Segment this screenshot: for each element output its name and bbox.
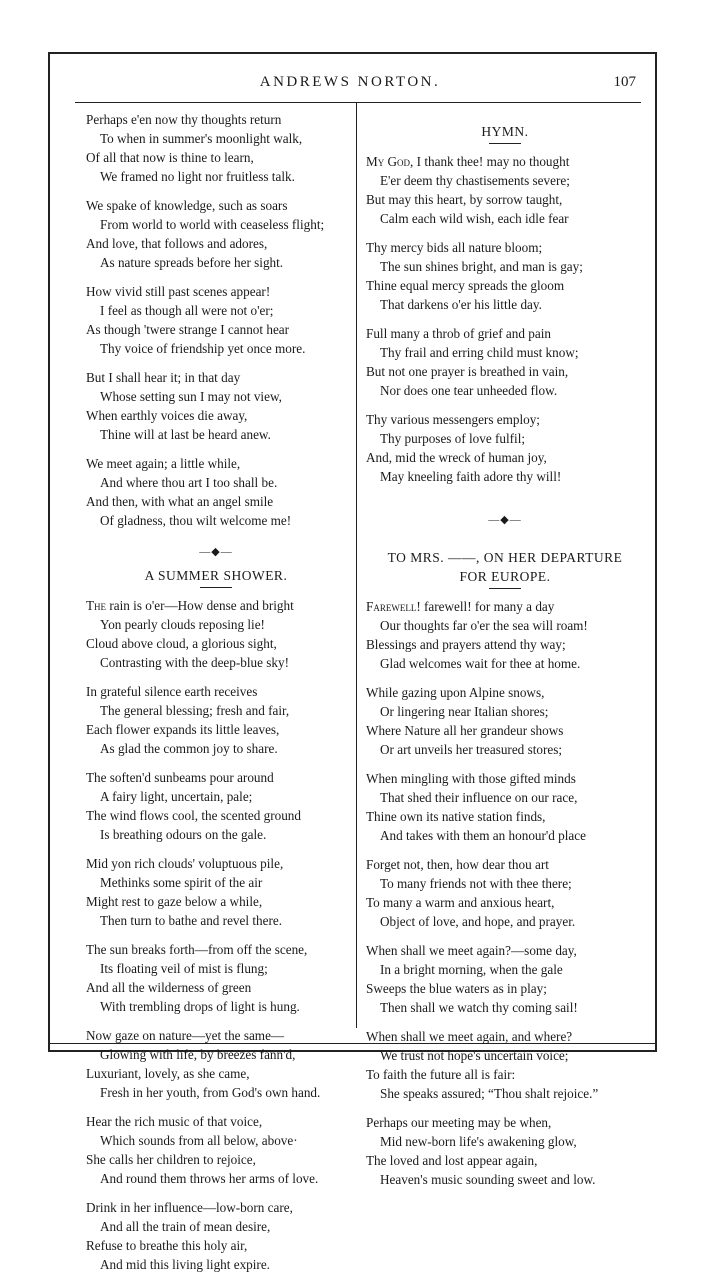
verse-line: Perhaps e'en now thy thoughts return (86, 112, 282, 127)
verse-line: Whose setting sun I may not view, (100, 389, 282, 404)
verse-line: Our thoughts far o'er the sea will roam! (380, 618, 588, 633)
right-column (366, 110, 644, 1189)
verse-line: As glad the common joy to share. (100, 741, 278, 756)
verse-line: Hear the rich music of that voice, (86, 1114, 263, 1129)
verse-line: Thine equal mercy spreads the gloom (366, 278, 565, 293)
verse-line: We framed no light nor fruitless talk. (100, 169, 295, 184)
verse-line: When mingling with those gifted minds (366, 771, 576, 786)
verse-line: And mid this living light expire. (100, 1257, 270, 1272)
stanza (366, 410, 644, 486)
verse-line: I feel as though all were not o'er; (100, 303, 274, 318)
verse-line: Its floating veil of mist is flung; (100, 961, 268, 976)
verse-line: When earthly voices die away, (86, 408, 248, 423)
verse-line: We spake of knowledge, such as soars (86, 198, 288, 213)
verse-line: She speaks assured; “Thou shalt rejoice.” (380, 1086, 599, 1101)
verse-line: As nature spreads before her sight. (100, 255, 284, 270)
verse-line: We meet again; a little while, (86, 456, 241, 471)
verse-line: Methinks some spirit of the air (100, 875, 263, 890)
verse-line: Luxuriant, lovely, as she came, (86, 1066, 250, 1081)
verse-line: Drink in her influence—low-born care, (86, 1200, 293, 1215)
verse-line: Cloud above cloud, a glorious sight, (86, 636, 277, 651)
verse-line: When shall we meet again, and where? (366, 1029, 573, 1044)
stanza (86, 854, 346, 930)
verse-line: Glowing with life, by breezes fann'd, (100, 1047, 296, 1062)
left-column (86, 110, 346, 1274)
verse-line: Thine will at last be heard anew. (100, 427, 271, 442)
stanza (366, 855, 644, 931)
verse-line: The wind flows cool, the scented ground (86, 808, 301, 823)
verse-line: Where Nature all her grandeur shows (366, 723, 564, 738)
verse-line: While gazing upon Alpine snows, (366, 685, 545, 700)
verse-line: The soften'd sunbeams pour around (86, 770, 274, 785)
verse-line: She calls her children to rejoice, (86, 1152, 256, 1167)
verse-line: Thy frail and erring child must know; (380, 345, 579, 360)
verse-line: As though 'twere strange I cannot hear (86, 322, 290, 337)
verse-line: Thy purposes of love fulfil; (380, 431, 526, 446)
verse-line: But I shall hear it; in that day (86, 370, 241, 385)
verse-line: Or lingering near Italian shores; (380, 704, 549, 719)
stanza (86, 768, 346, 844)
section-ornament: —◆— (488, 514, 522, 526)
verse-line: With trembling drops of light is hung. (100, 999, 300, 1014)
verse-line: To faith the future all is fair: (366, 1067, 516, 1082)
page-number: 107 (613, 74, 636, 90)
stanza (86, 596, 346, 672)
header-rule (75, 102, 641, 103)
verse-line: And round them throws her arms of love. (100, 1171, 319, 1186)
verse-line: And where thou art I too shall be. (100, 475, 278, 490)
verse-line: Thy various messengers employ; (366, 412, 540, 427)
stanza (86, 282, 346, 358)
verse-line: Of all that now is thine to learn, (86, 150, 254, 165)
running-header (60, 74, 640, 100)
stanza (366, 152, 644, 228)
verse-line: May kneeling faith adore thy will! (380, 469, 562, 484)
stanza (86, 1198, 346, 1274)
verse-line: Full many a throb of grief and pain (366, 326, 551, 341)
verse-line: We trust not hope's uncertain voice; (380, 1048, 569, 1063)
verse-line: Then shall we watch thy coming sail! (380, 1000, 578, 1015)
verse-line: And then, with what an angel smile (86, 494, 274, 509)
verse-line: And, mid the wreck of human joy, (366, 450, 547, 465)
verse-line: Fresh in her youth, from God's own hand. (100, 1085, 321, 1100)
verse-text: rain is o'er—How dense and bright (109, 598, 294, 613)
stanza (366, 769, 644, 845)
verse-line: To many a warm and anxious heart, (366, 895, 555, 910)
stanza (366, 1027, 644, 1103)
verse-line: The sun shines bright, and man is gay; (380, 259, 583, 274)
verse-line (86, 596, 346, 615)
stanza (86, 1026, 346, 1102)
drop-word: My God, (366, 154, 414, 169)
title-rule (200, 587, 232, 588)
stanza (366, 683, 644, 759)
stanza (366, 1113, 644, 1189)
verse-line: Might rest to gaze below a while, (86, 894, 263, 909)
verse-line: When shall we meet again?—some day, (366, 943, 577, 958)
verse-line: In grateful silence earth receives (86, 684, 258, 699)
verse-line: Calm each wild wish, each idle fear (380, 211, 569, 226)
verse-line: Which sounds from all below, above· (100, 1133, 298, 1148)
drop-word: Farewell! (366, 599, 421, 614)
verse-line: In a bright morning, when the gale (380, 962, 563, 977)
verse-line: Blessings and prayers attend thy way; (366, 637, 566, 652)
verse-text: farewell! for many a day (424, 599, 555, 614)
poem-title: A SUMMER SHOWER. (144, 568, 288, 583)
verse-line: And all the wilderness of green (86, 980, 252, 995)
verse-line: That darkens o'er his little day. (380, 297, 542, 312)
verse-line: E'er deem thy chastisements severe; (380, 173, 570, 188)
verse-line: But not one prayer is breathed in vain, (366, 364, 569, 379)
verse-line: Object of love, and hope, and prayer. (380, 914, 576, 929)
verse-line: The sun breaks forth—from off the scene, (86, 942, 308, 957)
stanza (86, 368, 346, 444)
verse-line: Mid new-born life's awakening glow, (380, 1134, 577, 1149)
verse-line: Mid yon rich clouds' voluptuous pile, (86, 856, 284, 871)
verse-line: Each flower expands its little leaves, (86, 722, 280, 737)
verse-line: The loved and lost appear again, (366, 1153, 538, 1168)
verse-line: The general blessing; fresh and fair, (100, 703, 290, 718)
verse-line: From world to world with ceaseless flight; (100, 217, 325, 232)
verse-line: And all the train of mean desire, (100, 1219, 271, 1234)
verse-line: Of gladness, thou wilt welcome me! (100, 513, 292, 528)
stanza (366, 238, 644, 314)
verse-line: Thy mercy bids all nature bloom; (366, 240, 543, 255)
verse-line: And love, that follows and adores, (86, 236, 268, 251)
verse-line: That shed their influence on our race, (380, 790, 578, 805)
verse-line: But may this heart, by sorrow taught, (366, 192, 563, 207)
stanza (86, 940, 346, 1016)
verse-line: Glad welcomes wait for thee at home. (380, 656, 581, 671)
verse-line: Forget not, then, how dear thou art (366, 857, 549, 872)
stanza (86, 110, 346, 186)
verse-line: Thy voice of friendship yet once more. (100, 341, 306, 356)
verse-line: And takes with them an honour'd place (380, 828, 586, 843)
stanza (366, 941, 644, 1017)
stanza (86, 1112, 346, 1188)
verse-line: Refuse to breathe this holy air, (86, 1238, 248, 1253)
verse-line: Sweeps the blue waters as in play; (366, 981, 547, 996)
verse-line: To many friends not with thee there; (380, 876, 572, 891)
column-divider (356, 103, 357, 1028)
stanza (86, 454, 346, 530)
verse-line: Now gaze on nature—yet the same— (86, 1028, 285, 1043)
section-ornament: —◆— (199, 546, 233, 558)
verse-line: A fairy light, uncertain, pale; (100, 789, 253, 804)
verse-text: I thank thee! may no thought (416, 154, 570, 169)
stanza (86, 196, 346, 272)
verse-line: Then turn to bathe and revel there. (100, 913, 282, 928)
poem-title: HYMN. (481, 124, 529, 139)
stanza (366, 324, 644, 400)
title-rule (489, 143, 521, 144)
poem-title-line-2: FOR EUROPE. (459, 569, 551, 584)
verse-line: Or art unveils her treasured stores; (380, 742, 562, 757)
verse-line: To when in summer's moonlight walk, (100, 131, 303, 146)
header-title: ANDREWS NORTON. (259, 74, 441, 90)
verse-line: Yon pearly clouds reposing lie! (100, 617, 265, 632)
verse-line: Is breathing odours on the gale. (100, 827, 267, 842)
verse-line (366, 152, 644, 171)
verse-line: Perhaps our meeting may be when, (366, 1115, 552, 1130)
verse-line: Nor does one tear unheeded flow. (380, 383, 558, 398)
verse-line (366, 597, 644, 616)
verse-line: How vivid still past scenes appear! (86, 284, 271, 299)
title-rule (489, 588, 521, 589)
stanza (86, 682, 346, 758)
poem-title-line-1: TO MRS. ——, ON HER DEPARTURE (387, 550, 623, 565)
verse-line: Contrasting with the deep-blue sky! (100, 655, 289, 670)
drop-word: The (86, 598, 107, 613)
verse-line: Thine own its native station finds, (366, 809, 546, 824)
stanza (366, 597, 644, 673)
verse-line: Heaven's music sounding sweet and low. (380, 1172, 596, 1187)
